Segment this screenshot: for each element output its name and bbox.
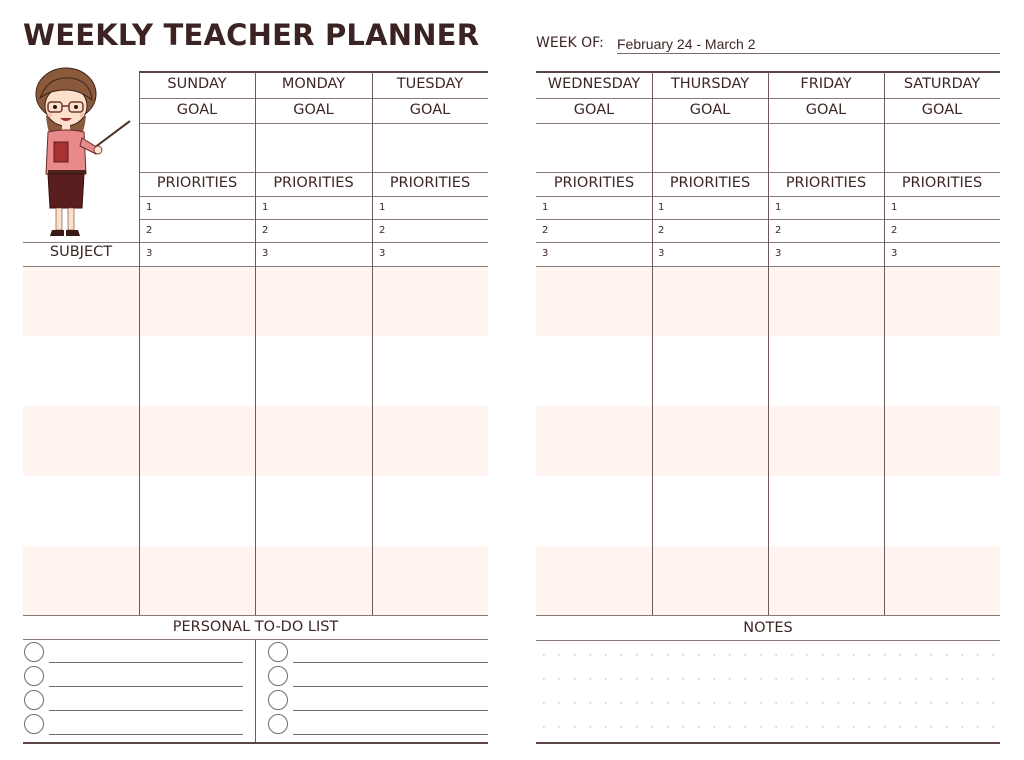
todo-bottom-border (23, 742, 488, 744)
todo-checkbox[interactable] (268, 690, 288, 710)
goal-label: GOAL (409, 102, 451, 118)
goal-label: GOAL (921, 102, 963, 118)
notes-header-divider (536, 640, 1000, 641)
todo-entry-line[interactable] (293, 734, 488, 735)
priority-number: 1 (542, 202, 549, 213)
table-top-border (139, 71, 488, 73)
page-title: WEEKLY TEACHER PLANNER (23, 18, 480, 52)
goal-field-friday[interactable] (769, 124, 883, 171)
todo-entry-line[interactable] (49, 734, 243, 735)
goal-label: GOAL (805, 102, 847, 118)
todo-entry-line[interactable] (49, 710, 243, 711)
todo-column-divider (255, 640, 256, 743)
priority-number: 1 (775, 202, 782, 213)
todo-checkbox[interactable] (268, 714, 288, 734)
priority-number: 3 (775, 248, 782, 259)
todo-entry-line[interactable] (293, 662, 488, 663)
priority-number: 3 (262, 248, 269, 259)
notes-dot-grid[interactable] (536, 643, 1000, 739)
day-header-friday: FRIDAY (800, 76, 852, 92)
week-of-label: WEEK OF: (536, 35, 604, 51)
priorities-label: PRIORITIES (901, 175, 983, 191)
priority-number: 2 (658, 225, 665, 236)
row-divider (139, 196, 488, 197)
goal-label: GOAL (689, 102, 731, 118)
notes-bottom-border (536, 742, 1000, 744)
day-header-thursday: THURSDAY (670, 76, 750, 92)
todo-entry-line[interactable] (293, 686, 488, 687)
goal-label: GOAL (293, 102, 334, 118)
day-header-wednesday: WEDNESDAY (547, 76, 641, 92)
priorities-label: PRIORITIES (785, 175, 867, 191)
day-header-sunday: SUNDAY (167, 76, 227, 92)
priorities-label: PRIORITIES (156, 175, 238, 191)
priority-number: 3 (379, 248, 386, 259)
priorities-label: PRIORITIES (669, 175, 751, 191)
todo-title: PERSONAL TO-DO LIST (172, 619, 339, 635)
priority-number: 3 (891, 248, 898, 259)
row-divider (23, 615, 488, 616)
day-header-saturday: SATURDAY (903, 76, 981, 92)
priority-number: 1 (891, 202, 898, 213)
goal-label: GOAL (573, 102, 615, 118)
todo-checkbox[interactable] (268, 666, 288, 686)
priority-number: 1 (146, 202, 153, 213)
priority-number: 1 (262, 202, 269, 213)
todo-checkbox[interactable] (24, 666, 44, 686)
week-of-field[interactable]: February 24 - March 2 (617, 35, 1000, 54)
priority-number: 3 (146, 248, 153, 259)
goal-field-saturday[interactable] (885, 124, 999, 171)
goal-field-sunday[interactable] (140, 124, 254, 171)
priority-number: 2 (891, 225, 898, 236)
row-divider (139, 219, 488, 220)
priority-number: 3 (658, 248, 665, 259)
row-divider (139, 98, 488, 99)
priority-number: 3 (542, 248, 549, 259)
todo-entry-line[interactable] (49, 662, 243, 663)
priority-number: 2 (146, 225, 153, 236)
priorities-label: PRIORITIES (389, 175, 471, 191)
teacher-illustration-icon (26, 66, 136, 238)
row-divider (139, 172, 488, 173)
priorities-label: PRIORITIES (553, 175, 635, 191)
goal-field-thursday[interactable] (653, 124, 767, 171)
goal-field-tuesday[interactable] (373, 124, 487, 171)
row-divider (536, 615, 1000, 616)
todo-entry-line[interactable] (293, 710, 488, 711)
notes-title: NOTES (743, 620, 793, 636)
day-header-tuesday: TUESDAY (396, 76, 464, 92)
priorities-label: PRIORITIES (273, 175, 354, 191)
goal-label: GOAL (176, 102, 218, 118)
day-header-monday: MONDAY (281, 76, 346, 92)
priority-number: 2 (379, 225, 386, 236)
todo-entry-line[interactable] (49, 686, 243, 687)
todo-checkbox[interactable] (24, 714, 44, 734)
goal-field-monday[interactable] (256, 124, 371, 171)
todo-checkbox[interactable] (24, 642, 44, 662)
goal-field-wednesday[interactable] (537, 124, 651, 171)
todo-checkbox[interactable] (24, 690, 44, 710)
todo-checkbox[interactable] (268, 642, 288, 662)
subject-label: SUBJECT (49, 244, 113, 260)
priority-number: 2 (542, 225, 549, 236)
priority-number: 2 (262, 225, 269, 236)
priority-number: 1 (379, 202, 386, 213)
priority-number: 1 (658, 202, 665, 213)
priority-number: 2 (775, 225, 782, 236)
